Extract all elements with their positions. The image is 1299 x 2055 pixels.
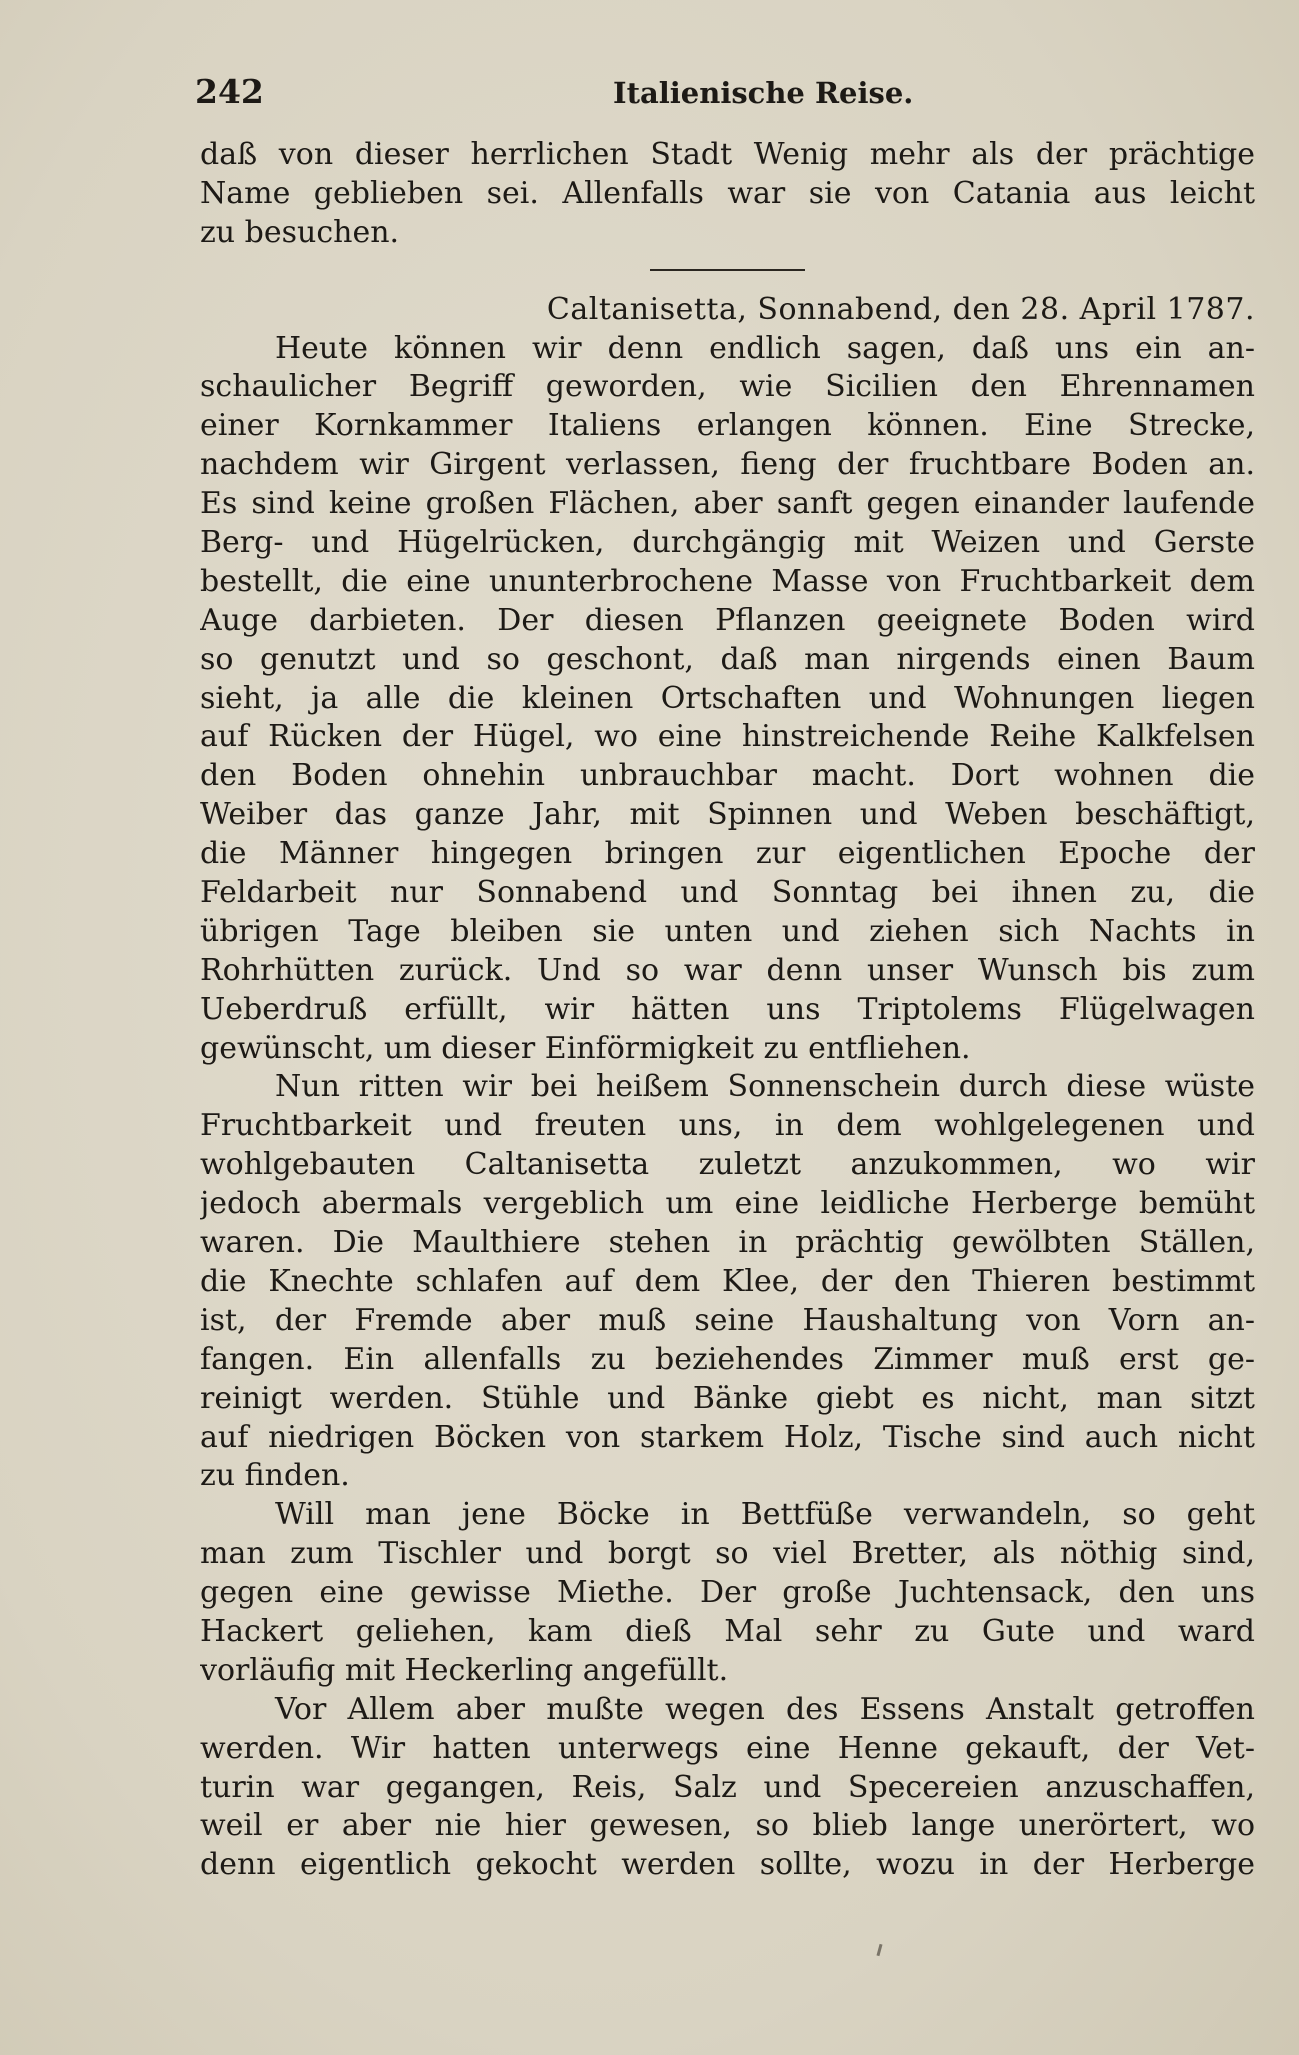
text-line: denn eigentlich gekocht werden sollte, wozu in der Herberge bbox=[200, 1847, 1255, 1883]
print-speck bbox=[876, 1944, 882, 1956]
text-line: Fruchtbarkeit und freuten uns, in dem wohlgelegenen und bbox=[200, 1108, 1255, 1144]
text-line: gegen eine gewisse Miethe. Der große Juchtensack, den uns bbox=[200, 1575, 1255, 1611]
text-line: reinigt werden. Stühle und Bänke giebt es nicht, man sitzt bbox=[200, 1380, 1255, 1416]
text-line: wohlgebauten Caltanisetta zuletzt anzukommen, wo wir bbox=[200, 1147, 1255, 1183]
text-line: turin war gegangen, Reis, Salz und Specereien anzuschaffen, bbox=[200, 1769, 1255, 1805]
text-line: Feldarbeit nur Sonnabend und Sonntag bei ihnen zu, die bbox=[200, 875, 1255, 911]
text-line: fangen. Ein allenfalls zu beziehendes Zimmer muß erst ge- bbox=[200, 1341, 1255, 1377]
text-line: man zum Tischler und borgt so viel Bretter, als nöthig sind, bbox=[200, 1536, 1255, 1572]
body-text bbox=[200, 136, 1255, 1885]
text-line: Weiber das ganze Jahr, mit Spinnen und Weben beschäftigt, bbox=[200, 797, 1255, 833]
running-head bbox=[195, 72, 1255, 122]
text-line: nachdem wir Girgent verlassen, fieng der fruchtbare Boden an. bbox=[200, 447, 1255, 483]
text-line: die Knechte schlafen auf dem Klee, der den Thieren bestimmt bbox=[200, 1263, 1255, 1299]
text-line: die Männer hingegen bringen zur eigentlichen Epoche der bbox=[200, 836, 1255, 872]
text-line: waren. Die Maulthiere stehen in prächtig gewölbten Ställen, bbox=[200, 1225, 1255, 1261]
text-line: Berg- und Hügelrücken, durchgängig mit Weizen und Gerste bbox=[200, 525, 1255, 561]
text-line: jedoch abermals vergeblich um eine leidliche Herberge bemüht bbox=[200, 1186, 1255, 1222]
text-line: übrigen Tage bleiben sie unten und ziehen sich Nachts in bbox=[200, 913, 1255, 949]
section-divider bbox=[200, 253, 1255, 291]
paragraph-first-line: Vor Allem aber mußte wegen des Essens Anstalt getroffen bbox=[275, 1691, 1255, 1727]
running-title: Italienische Reise. bbox=[613, 76, 914, 110]
text-line: daß von dieser herrlichen Stadt Wenig mehr als der prächtige bbox=[200, 137, 1255, 172]
page-number: 242 bbox=[195, 72, 264, 111]
text-line: bestellt, die eine ununterbrochene Masse von Fruchtbarkeit dem bbox=[200, 563, 1255, 599]
text-line: Rohrhütten zurück. Und so war denn unser Wunsch bis zum bbox=[200, 952, 1255, 988]
divider-rule bbox=[650, 269, 805, 271]
dateline: Caltanisetta, Sonnabend, den 28. April 1787. bbox=[546, 291, 1255, 327]
text-line: auf Rücken der Hügel, wo eine hinstreichende Reihe Kalkfelsen bbox=[200, 719, 1255, 755]
text-line: auf niedrigen Böcken von starkem Holz, Tische sind auch nicht bbox=[200, 1419, 1255, 1455]
text-line: so genutzt und so geschont, daß man nirgends einen Baum bbox=[200, 641, 1255, 677]
text-line: werden. Wir hatten unterwegs eine Henne gekauft, der Vet- bbox=[200, 1730, 1255, 1766]
text-line: weil er aber nie hier gewesen, so blieb lange unerörtert, wo bbox=[200, 1808, 1255, 1844]
text-line: Hackert geliehen, kam dieß Mal sehr zu Gute und ward bbox=[200, 1613, 1255, 1649]
text-line: Auge darbieten. Der diesen Pflanzen geeignete Boden wird bbox=[200, 602, 1255, 638]
text-line: gewünscht, um dieser Einförmigkeit zu entfliehen. bbox=[200, 1030, 971, 1066]
text-line: vorläufig mit Heckerling angefüllt. bbox=[200, 1652, 729, 1688]
text-line: Name geblieben sei. Allenfalls war sie von Catania aus leicht bbox=[200, 175, 1255, 211]
paragraph-first-line: Heute können wir denn endlich sagen, daß uns ein an- bbox=[275, 330, 1255, 366]
paragraph-first-line: Will man jene Böcke in Bettfüße verwandeln, so geht bbox=[275, 1497, 1255, 1533]
paragraph-first-line: Nun ritten wir bei heißem Sonnenschein durch diese wüste bbox=[275, 1069, 1255, 1105]
text-line: einer Kornkammer Italiens erlangen können. Eine Strecke, bbox=[200, 408, 1255, 444]
text-line: Ueberdruß erfüllt, wir hätten uns Triptolems Flügelwagen bbox=[200, 991, 1255, 1027]
text-line: schaulicher Begriff geworden, wie Sicilien den Ehrennamen bbox=[200, 369, 1255, 405]
text-line: sieht, ja alle die kleinen Ortschaften und Wohnungen liegen bbox=[200, 680, 1255, 716]
text-line: zu besuchen. bbox=[200, 214, 400, 250]
text-line: Es sind keine großen Flächen, aber sanft gegen einander laufende bbox=[200, 486, 1255, 522]
text-line: ist, der Fremde aber muß seine Haushaltung von Vorn an- bbox=[200, 1302, 1255, 1338]
text-line: zu finden. bbox=[200, 1458, 350, 1494]
text-line: den Boden ohnehin unbrauchbar macht. Dort wohnen die bbox=[200, 758, 1255, 794]
